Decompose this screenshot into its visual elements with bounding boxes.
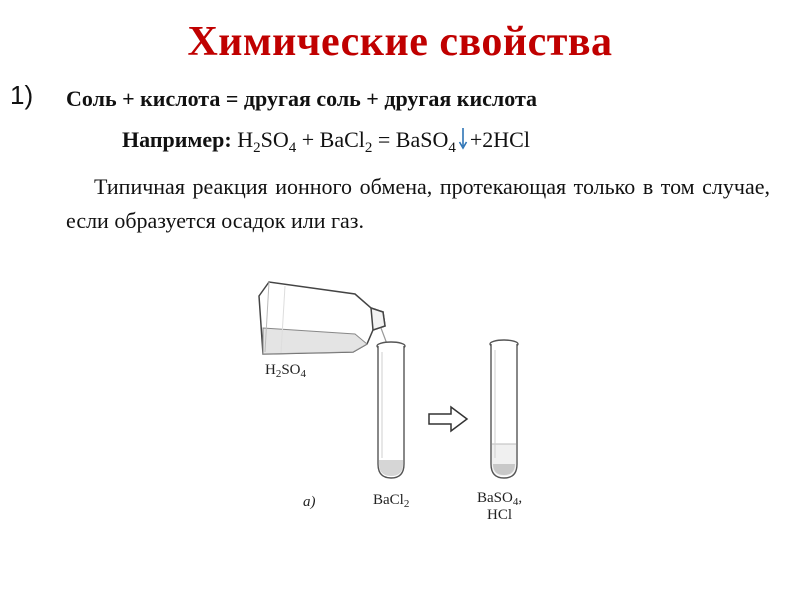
eq-bacl-sub: 2 [364, 140, 373, 156]
tube-2-label-baso: BaSO [477, 490, 513, 506]
tube-2-label [477, 490, 522, 524]
eq-hcl: +2HCl [469, 127, 530, 152]
bottle-label-h: H [265, 362, 276, 378]
bottle-label-sub2: 4 [300, 368, 307, 380]
reagent-bottle-icon [259, 282, 385, 354]
tube-2-label-comma: , [518, 490, 523, 506]
eq-h: H [237, 127, 254, 152]
eq-h-sub: 2 [253, 140, 261, 156]
transform-arrow-icon [429, 407, 467, 431]
tube-2-label-sub: 4 [512, 496, 519, 508]
precipitate-arrow-icon [458, 127, 468, 151]
eq-bacl: + BaCl [296, 127, 365, 152]
eq-baso: = BaSO [372, 127, 449, 152]
bottle-label-so: SO [281, 362, 301, 378]
item-number: 1) [10, 80, 34, 110]
figure-part-label: а) [303, 494, 316, 510]
eq-so4-sub: 4 [288, 140, 297, 156]
tube-1-label [373, 492, 409, 509]
eq-so4: SO [260, 127, 289, 152]
description-text: Типичная реакция ионного обмена, протекающая только в том случае, если образуется осадок или газ. [66, 174, 770, 233]
slide-title: Химические свойства [187, 19, 613, 65]
eq-baso-sub: 4 [448, 140, 456, 156]
test-tube-2-icon [490, 340, 518, 478]
reaction-rule: Соль + кислота = другая соль + другая кислота [66, 86, 538, 111]
tube-1-label-sub: 2 [403, 498, 410, 510]
example-equation [122, 127, 530, 156]
tube-2-label-hcl: HCl [487, 507, 513, 523]
example-label: Например: [122, 127, 232, 152]
tube-1-label-text: BaCl [373, 492, 404, 508]
experiment-figure [255, 268, 555, 538]
bottle-label-sub1: 2 [275, 368, 282, 380]
bottle-label [265, 362, 306, 379]
test-tube-1-icon [377, 342, 405, 478]
